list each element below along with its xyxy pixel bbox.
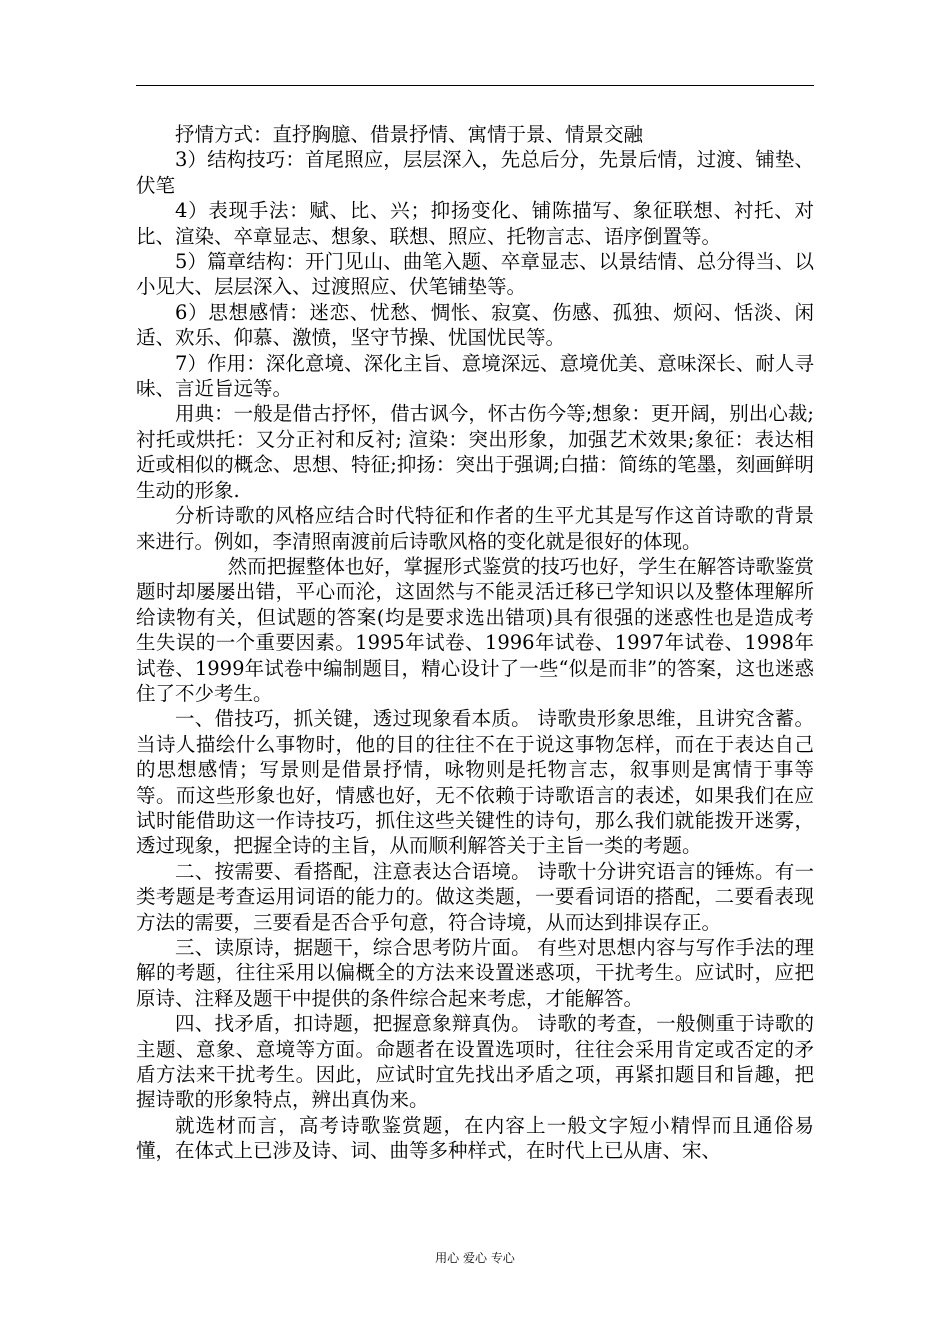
paragraph: 然而把握整体也好，掌握形式鉴赏的技巧也好，学生在解答诗歌鉴赏题时却屡屡出错，平心而沦，这固然与不能灵活迁移已学知识以及整体理解所给读物有关，但试题的答案(均是要求选出错项)具有很强的迷惑性也是造成考生失误的一个重要因素。1995年试卷、1996年试卷、1997年试卷、1998年试卷、1999年试卷中编制题目，精心设计了一些“似是而非”的答案，这也迷惑住了不少考生。 <box>136 554 814 705</box>
paragraph: 5）篇章结构：开门见山、曲笔入题、卒章显志、以景结情、总分得当、以小见大、层层深入、过渡照应、伏笔铺垫等。 <box>136 250 814 299</box>
document-body <box>136 122 814 1164</box>
paragraph: 7）作用：深化意境、深化主旨、意境深远、意境优美、意味深长、耐人寻味、言近旨远等。 <box>136 351 814 401</box>
paragraph: 一、借技巧，抓关键，透过现象看本质。 诗歌贵形象思维，且讲究含蓄。当诗人描绘什么事物时，他的目的往往不在于说这事物怎样，而在于表达自己的思想感情；写景则是借景抒情，咏物则是托物言志，叙事则是寓情于事等等。而这些形象也好，情感也好，无不依赖于诗歌语言的表述，如果我们在应试时能借助这一作诗技巧，抓住这些关键性的诗句，那么我们就能拨开迷雾，透过现象，把握全诗的主旨，从而顺利解答关于主旨一类的考题。 <box>136 707 814 858</box>
paragraph: 抒情方式：直抒胸臆、借景抒情、寓情于景、情景交融 <box>175 123 644 146</box>
paragraph: 就选材而言，高考诗歌鉴赏题，在内容上一般文字短小精悍而且通俗易懂，在体式上已涉及诗、词、曲等多种样式，在时代上已从唐、宋、 <box>136 1113 814 1163</box>
paragraph: 6）思想感情：迷恋、忧愁、惆怅、寂寞、伤感、孤独、烦闷、恬淡、闲适、欢乐、仰慕、激愤，坚守节操、忧国忧民等。 <box>136 300 814 350</box>
paragraph: 四、找矛盾，扣诗题，把握意象辩真伪。 诗歌的考查，一般侧重于诗歌的主题、意象、意境等方面。命题者在设置选项时，往往会采用肯定或否定的矛盾方法来干扰考生。因此，应试时宜先找出矛盾之项，再紧扣题目和旨趣，把握诗歌的形象特点，辨出真伪来。 <box>136 1012 814 1112</box>
header-rule <box>136 85 814 86</box>
paragraph: 3）结构技巧：首尾照应，层层深入，先总后分，先景后情，过渡、铺垫、伏笔 <box>136 148 814 197</box>
paragraph: 二、按需要、看搭配，注意表达合语境。 诗歌十分讲究语言的锤炼。有一类考题是考查运用词语的能力的。做这类题，一要看词语的搭配，二要看表现方法的需要，三要看是否合乎句意，符合诗境，从而达到排误存正。 <box>136 859 814 934</box>
paragraph: 分析诗歌的风格应结合时代特征和作者的生平尤其是写作这首诗歌的背景来进行。例如，李清照南渡前后诗歌风格的变化就是很好的体现。 <box>136 504 814 553</box>
paragraph: 用典：一般是借古抒怀，借古讽今，怀古伤今等;想象：更开阔，别出心裁;衬托或烘托：又分正衬和反衬; 渲染：突出形象，加强艺术效果;象征：表达相近或相似的概念、思想、特征;抑扬：突出于强调;白描：简练的笔墨，刻画鲜明生动的形象. <box>136 402 814 502</box>
paragraph: 4）表现手法：赋、比、兴；抑扬变化、铺陈描写、象征联想、衬托、对比、渲染、卒章显志、想象、联想、照应、托物言志、语序倒置等。 <box>136 199 814 248</box>
page-footer: 用心 爱心 专心 <box>435 1251 515 1265</box>
paragraph: 三、读原诗，据题干，综合思考防片面。 有些对思想内容与写作手法的理解的考题，往往采用以偏概全的方法来设置迷惑项，干扰考生。应试时，应把原诗、注释及题干中提供的条件综合起来考虑，才能解答。 <box>136 936 814 1010</box>
